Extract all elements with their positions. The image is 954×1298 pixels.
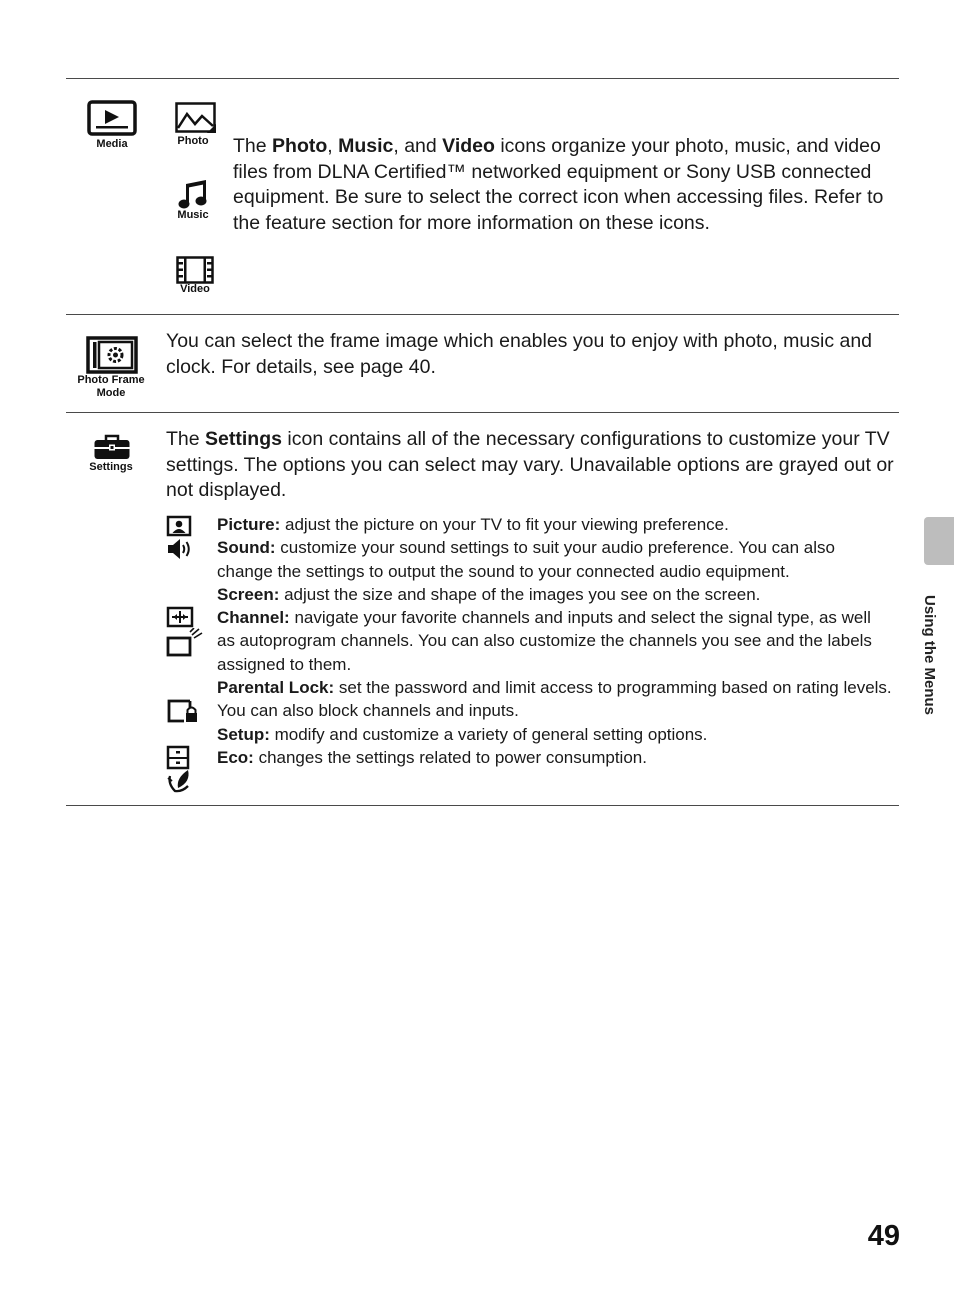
settings-option-eco: Eco: changes the settings related to power consumption. bbox=[217, 747, 647, 767]
sound-icon bbox=[166, 537, 194, 561]
photo-term: Photo bbox=[272, 135, 328, 157]
photo-frame-mode-icon bbox=[86, 336, 138, 374]
video-icon-label: Video bbox=[180, 283, 210, 295]
parental-lock-icon bbox=[166, 698, 200, 724]
music-term: Music bbox=[338, 135, 394, 157]
photo-icon bbox=[175, 102, 217, 134]
bottom-rule bbox=[66, 805, 899, 806]
picture-icon bbox=[166, 515, 194, 537]
video-term: Video bbox=[442, 135, 495, 157]
settings-icon-label: Settings bbox=[89, 461, 133, 473]
photo-icon-label: Photo bbox=[177, 135, 209, 147]
settings-option-picture: Picture: adjust the picture on your TV to fit your viewing preference. bbox=[217, 515, 729, 534]
divider-rule-1 bbox=[66, 314, 899, 315]
photo-frame-label: Photo Frame Mode bbox=[77, 374, 145, 399]
settings-description: The Settings icon contains all of the necessary configurations to customize your TV settings. The options you can select may vary. Unavailable options are grayed out or not displayed. bbox=[166, 428, 894, 501]
media-icon bbox=[87, 100, 137, 136]
divider-rule-2 bbox=[66, 412, 899, 413]
side-tab-label: Using the Menus bbox=[921, 594, 938, 715]
settings-option-sound: Sound: customize your sound settings to suit your audio preference. You can also change the settings to output the sound to your connected audio equipment. bbox=[217, 538, 835, 581]
music-icon-label: Music bbox=[177, 209, 209, 221]
settings-option-setup: Setup: modify and customize a variety of general setting options. bbox=[217, 724, 708, 744]
music-icon bbox=[178, 178, 210, 210]
settings-icon bbox=[93, 433, 131, 461]
screen-icon bbox=[166, 606, 194, 628]
side-tab-marker bbox=[924, 517, 954, 565]
channel-icon bbox=[166, 628, 204, 658]
media-icon-label: Media bbox=[96, 138, 128, 150]
photo-frame-description: You can select the frame image which enables you to enjoy with photo, music and clock. For details, see page 40. bbox=[166, 330, 873, 378]
settings-term: Settings bbox=[205, 428, 282, 450]
settings-option-screen: Screen: adjust the size and shape of the images you see on the screen. bbox=[217, 584, 761, 604]
top-rule bbox=[66, 78, 899, 79]
settings-options-list bbox=[217, 513, 893, 769]
settings-option-channel: Channel: navigate your favorite channels and inputs and select the signal type, as well as autoprogram channels. You can also customize the channels you see and the labels assigned to them. bbox=[217, 608, 872, 674]
video-icon bbox=[176, 256, 214, 284]
page-number: 49 bbox=[867, 1220, 900, 1252]
media-description: The Photo, Music, and Video icons organize your photo, music, and video files from DLNA Certified™ networked equipment or Sony USB connected equipment. Be sure to select the correct icon when accessing files. Refer to the feature section for more information on these icons. bbox=[233, 135, 884, 234]
settings-option-parental-lock: Parental Lock: set the password and limit access to programming based on rating levels. You can also block channels and inputs. bbox=[217, 678, 892, 721]
eco-icon bbox=[166, 768, 194, 794]
